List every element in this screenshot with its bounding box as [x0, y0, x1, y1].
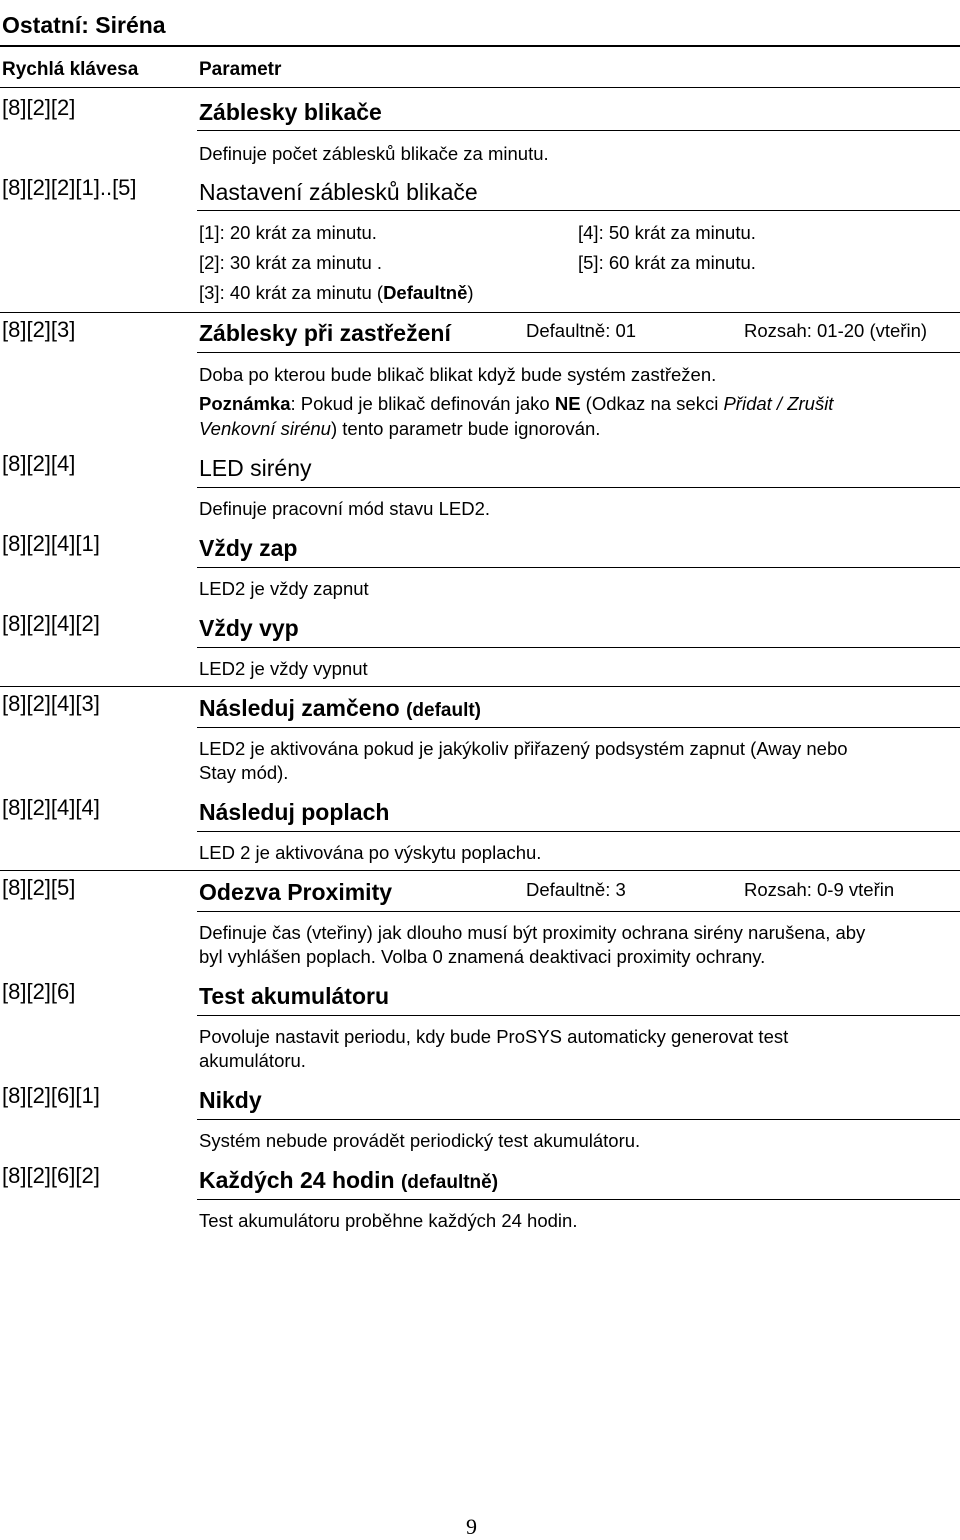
hotkey: [8][2][6][2]: [2, 1163, 100, 1188]
option-1: [1]: 20 krát za minutu.: [199, 222, 377, 243]
parameter-name: Vždy vyp: [199, 615, 299, 641]
section-rule: [197, 130, 960, 131]
parameter-description: Povoluje nastavit periodu, kdy bude ProSYS automaticky generovat test: [199, 1026, 789, 1047]
default-value: Defaultně: 01: [526, 320, 637, 341]
column-header-key: Rychlá klávesa: [2, 59, 139, 80]
column-header-param: Parametr: [199, 59, 282, 80]
section-rule: [0, 312, 960, 313]
parameter-description-continued: byl vyhlášen poplach. Volba 0 znamená deaktivaci proximity ochrany.: [199, 946, 766, 967]
parameter-description: Definuje pracovní mód stavu LED2.: [199, 498, 491, 519]
parameter-name: Test akumulátoru: [199, 983, 389, 1009]
hotkey: [8][2][3]: [2, 317, 76, 342]
parameter-description: Definuje čas (vteřiny) jak dlouho musí být proximity ochrana sirény narušena, aby: [199, 922, 866, 943]
parameter-name: Vždy zap: [199, 535, 298, 561]
title-rule: [0, 45, 960, 47]
parameter-name: Nikdy: [199, 1087, 262, 1113]
parameter-description: LED 2 je aktivována po výskytu poplachu.: [199, 842, 542, 863]
option-4: [4]: 50 krát za minutu.: [578, 222, 756, 243]
section-rule: [197, 727, 960, 728]
hotkey: [8][2][4][2]: [2, 611, 100, 636]
section-rule: [197, 352, 960, 353]
parameter-name: Odezva Proximity: [199, 879, 393, 905]
hotkey: [8][2][4][4]: [2, 795, 100, 820]
option-2: [2]: 30 krát za minutu .: [199, 252, 383, 273]
hotkey: [8][2][2]: [2, 95, 76, 120]
default-value: Defaultně: 3: [526, 879, 626, 900]
section-rule: [197, 647, 960, 648]
page-number: 9: [466, 1514, 477, 1539]
parameter-description: Definuje počet záblesků blikače za minutu.: [199, 143, 549, 164]
parameter-description-continued: Stay mód).: [199, 762, 289, 783]
parameter-description: Doba po kterou bude blikač blikat když bude systém zastřežen.: [199, 364, 717, 385]
parameter-name: Následuj zamčeno (default): [199, 695, 482, 721]
parameter-description: Test akumulátoru proběhne každých 24 hodin.: [199, 1210, 578, 1231]
parameter-description: LED2 je vždy vypnut: [199, 658, 368, 679]
parameter-name: Každých 24 hodin (defaultně): [199, 1167, 499, 1193]
section-rule: [197, 567, 960, 568]
section-rule: [197, 831, 960, 832]
parameter-name: Nastavení záblesků blikače: [199, 179, 478, 205]
hotkey: [8][2][2][1]..[5]: [2, 175, 137, 200]
section-rule: [197, 210, 960, 211]
section-rule: [197, 1199, 960, 1200]
hotkey: [8][2][6]: [2, 979, 76, 1004]
parameter-name: Záblesky blikače: [199, 99, 382, 125]
parameter-name: LED sirény: [199, 455, 312, 481]
parameter-description-continued: akumulátoru.: [199, 1050, 306, 1071]
hotkey: [8][2][5]: [2, 875, 76, 900]
section-rule: [197, 911, 960, 912]
parameter-description: LED2 je vždy zapnut: [199, 578, 369, 599]
parameter-description: LED2 je aktivována pokud je jakýkoliv přiřazený podsystém zapnut (Away nebo: [199, 738, 848, 759]
value-range: Rozsah: 0-9 vteřin: [744, 879, 895, 900]
section-rule: [197, 1015, 960, 1016]
hotkey: [8][2][4][1]: [2, 531, 100, 556]
section-rule: [0, 686, 960, 687]
parameter-name: Záblesky při zastřežení: [199, 320, 451, 346]
note-continued: Venkovní sirénu) tento parametr bude ignorován.: [199, 418, 601, 439]
section-rule: [0, 870, 960, 871]
hotkey: [8][2][6][1]: [2, 1083, 100, 1108]
header-rule: [0, 87, 960, 88]
hotkey: [8][2][4]: [2, 451, 76, 476]
note: Poznámka: Pokud je blikač definován jako NE (Odkaz na sekci Přidat / Zrušit: [199, 393, 834, 414]
option-3: [3]: 40 krát za minutu (Defaultně): [199, 282, 474, 303]
option-5: [5]: 60 krát za minutu.: [578, 252, 756, 273]
hotkey: [8][2][4][3]: [2, 691, 100, 716]
parameter-description: Systém nebude provádět periodický test akumulátoru.: [199, 1130, 641, 1151]
value-range: Rozsah: 01-20 (vteřin): [744, 320, 928, 341]
section-rule: [197, 1119, 960, 1120]
page-title: Ostatní: Siréna: [2, 12, 166, 38]
section-rule: [197, 487, 960, 488]
parameter-name: Následuj poplach: [199, 799, 390, 825]
